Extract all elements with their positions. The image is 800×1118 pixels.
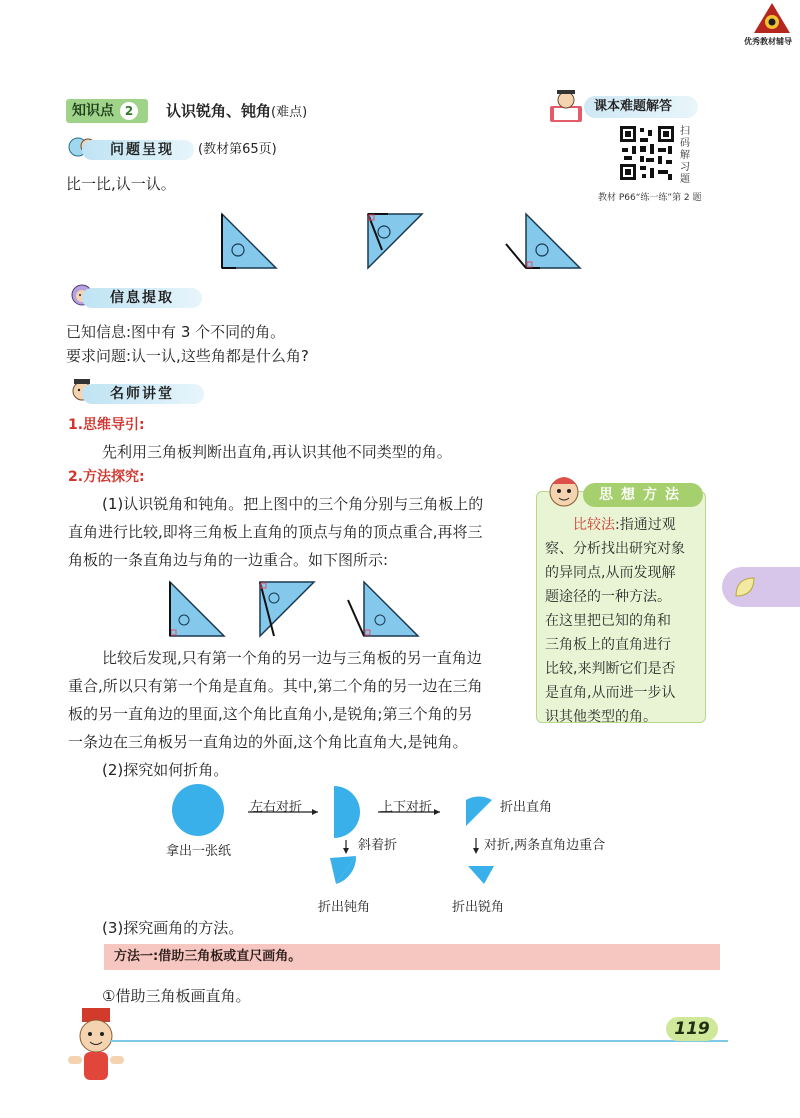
info-known: 已知信息:图中有 3 个不同的角。	[66, 323, 286, 341]
part1-line-1: (1)认识锐角和钝角。把上图中的三个角分别与三角板上的	[102, 495, 484, 513]
brand-logo	[752, 2, 792, 34]
method-line-2: 察、分析找出研究对象	[545, 541, 685, 557]
problem-ref: (教材第65页)	[198, 142, 277, 157]
info-heading-text: 信息提取	[110, 290, 174, 306]
fold-label-obtuse: 折出钝角	[318, 900, 371, 915]
method-highlight: 比较法	[573, 517, 615, 533]
fold-label-diagonal: 斜着折	[358, 838, 398, 853]
step1-title: 1.思维导引:	[68, 417, 145, 433]
full-circle-paper	[172, 784, 224, 836]
method-mascot-icon	[544, 470, 584, 510]
qr-side-text: 扫码解习题	[680, 126, 690, 185]
lecture-heading	[82, 384, 204, 404]
method-text	[545, 513, 699, 729]
fold-label-ud: 上下对折	[380, 800, 433, 815]
problem-heading	[82, 140, 194, 160]
method-line-1	[545, 513, 699, 537]
method-title: 思想方法	[583, 483, 703, 507]
knowledge-point-badge	[66, 99, 148, 123]
qr-code-icon	[618, 124, 676, 182]
fold-label-paper: 拿出一张纸	[166, 844, 232, 859]
knowledge-point-title	[166, 99, 307, 125]
method-line-6: 三角板上的直角进行	[545, 637, 671, 653]
method-line-3: 的异同点,从而发现解	[545, 565, 676, 581]
knowledge-point-number: 2	[120, 102, 138, 120]
side-chapter-tab[interactable]	[722, 567, 800, 607]
fold-label-again: 对折,两条直角边重合	[484, 838, 606, 853]
problem-heading-text: 问题呈现	[110, 142, 174, 158]
obtuse-angle-figure	[506, 214, 580, 268]
method-line-5: 在这里把已知的角和	[545, 613, 671, 629]
info-heading	[82, 288, 202, 308]
comparison-figures	[158, 578, 428, 640]
method-line-4: 题途径的一种方法。	[545, 589, 671, 605]
qr-caption: 教材 P66“练一练”第 2 题	[598, 193, 702, 203]
compare-figure-2	[260, 582, 314, 636]
knowledge-point-title-text: 认识锐角、钝角	[166, 102, 272, 120]
brand-logo-icon	[752, 2, 792, 34]
method1-banner: 方法一:借助三角板或直尺画角。	[104, 944, 720, 970]
acute-angle-figure	[368, 214, 422, 268]
method-line-7: 比较,来判断它们是否	[545, 661, 676, 677]
fold-label-lr: 左右对折	[250, 800, 303, 815]
method1-step: ①借助三角板画直角。	[102, 987, 251, 1005]
brand-name: 优秀教材辅导	[744, 37, 792, 46]
part1-line-2: 直角进行比较,即将三角板上直角的顶点与角的顶点重合,再将三	[68, 523, 483, 541]
part2-title: (2)探究如何折角。	[102, 761, 229, 779]
step1-text: 先利用三角板判断出直角,再认识其他不同类型的角。	[102, 443, 452, 461]
compare-figure-1	[170, 582, 224, 636]
fold-label-acute: 折出锐角	[452, 900, 505, 915]
leaf-icon	[730, 572, 760, 602]
footer-line	[110, 1040, 728, 1042]
qa-label: 课本难题解答	[594, 99, 673, 114]
part1-paragraph	[68, 490, 524, 574]
compare-line-4: 一条边在三角板另一直角边的外面,这个角比直角大,是钝角。	[68, 733, 468, 751]
step2-title: 2.方法探究:	[68, 469, 145, 485]
compare-line-2: 重合,所以只有第一个角是直角。其中,第二个角的另一边在三角	[68, 677, 483, 695]
fold-label-right: 折出直角	[500, 800, 553, 815]
method-line-9: 识其他类型的角。	[545, 709, 657, 725]
book-reader-icon	[546, 88, 586, 126]
qa-badge[interactable]	[584, 96, 698, 118]
right-angle-figure	[222, 214, 276, 268]
method-line-1-rest: :指通过观	[615, 517, 676, 533]
qr-code[interactable]	[618, 124, 676, 182]
part3-title: (3)探究画角的方法。	[102, 919, 244, 937]
part1-line-3: 角板的一条直角边与角的一边重合。如下图所示:	[68, 551, 389, 569]
compare-line-3: 板的另一直角边的里面,这个角比直角小,是锐角;第三个角的另	[68, 705, 473, 723]
knowledge-point-label: 知识点	[72, 103, 114, 119]
quarter-circle-paper	[466, 797, 492, 826]
compare-line-1: 比较后发现,只有第一个角的另一边与三角板的另一直角边	[102, 649, 482, 667]
knowledge-point-title-note: (难点)	[271, 105, 308, 120]
lecture-heading-text: 名师讲堂	[110, 386, 174, 402]
problem-prompt: 比一比,认一认。	[66, 175, 176, 193]
acute-fold-paper	[468, 866, 494, 884]
method-line-8: 是直角,从而进一步认	[545, 685, 676, 701]
compare-paragraph	[68, 644, 524, 756]
page-number: 119	[666, 1017, 718, 1041]
compare-figure-3	[348, 582, 418, 636]
angle-figures	[210, 210, 590, 276]
footer-mascot-icon	[64, 1006, 128, 1086]
half-circle-paper	[334, 786, 360, 838]
info-question: 要求问题:认一认,这些角都是什么角?	[66, 347, 309, 365]
